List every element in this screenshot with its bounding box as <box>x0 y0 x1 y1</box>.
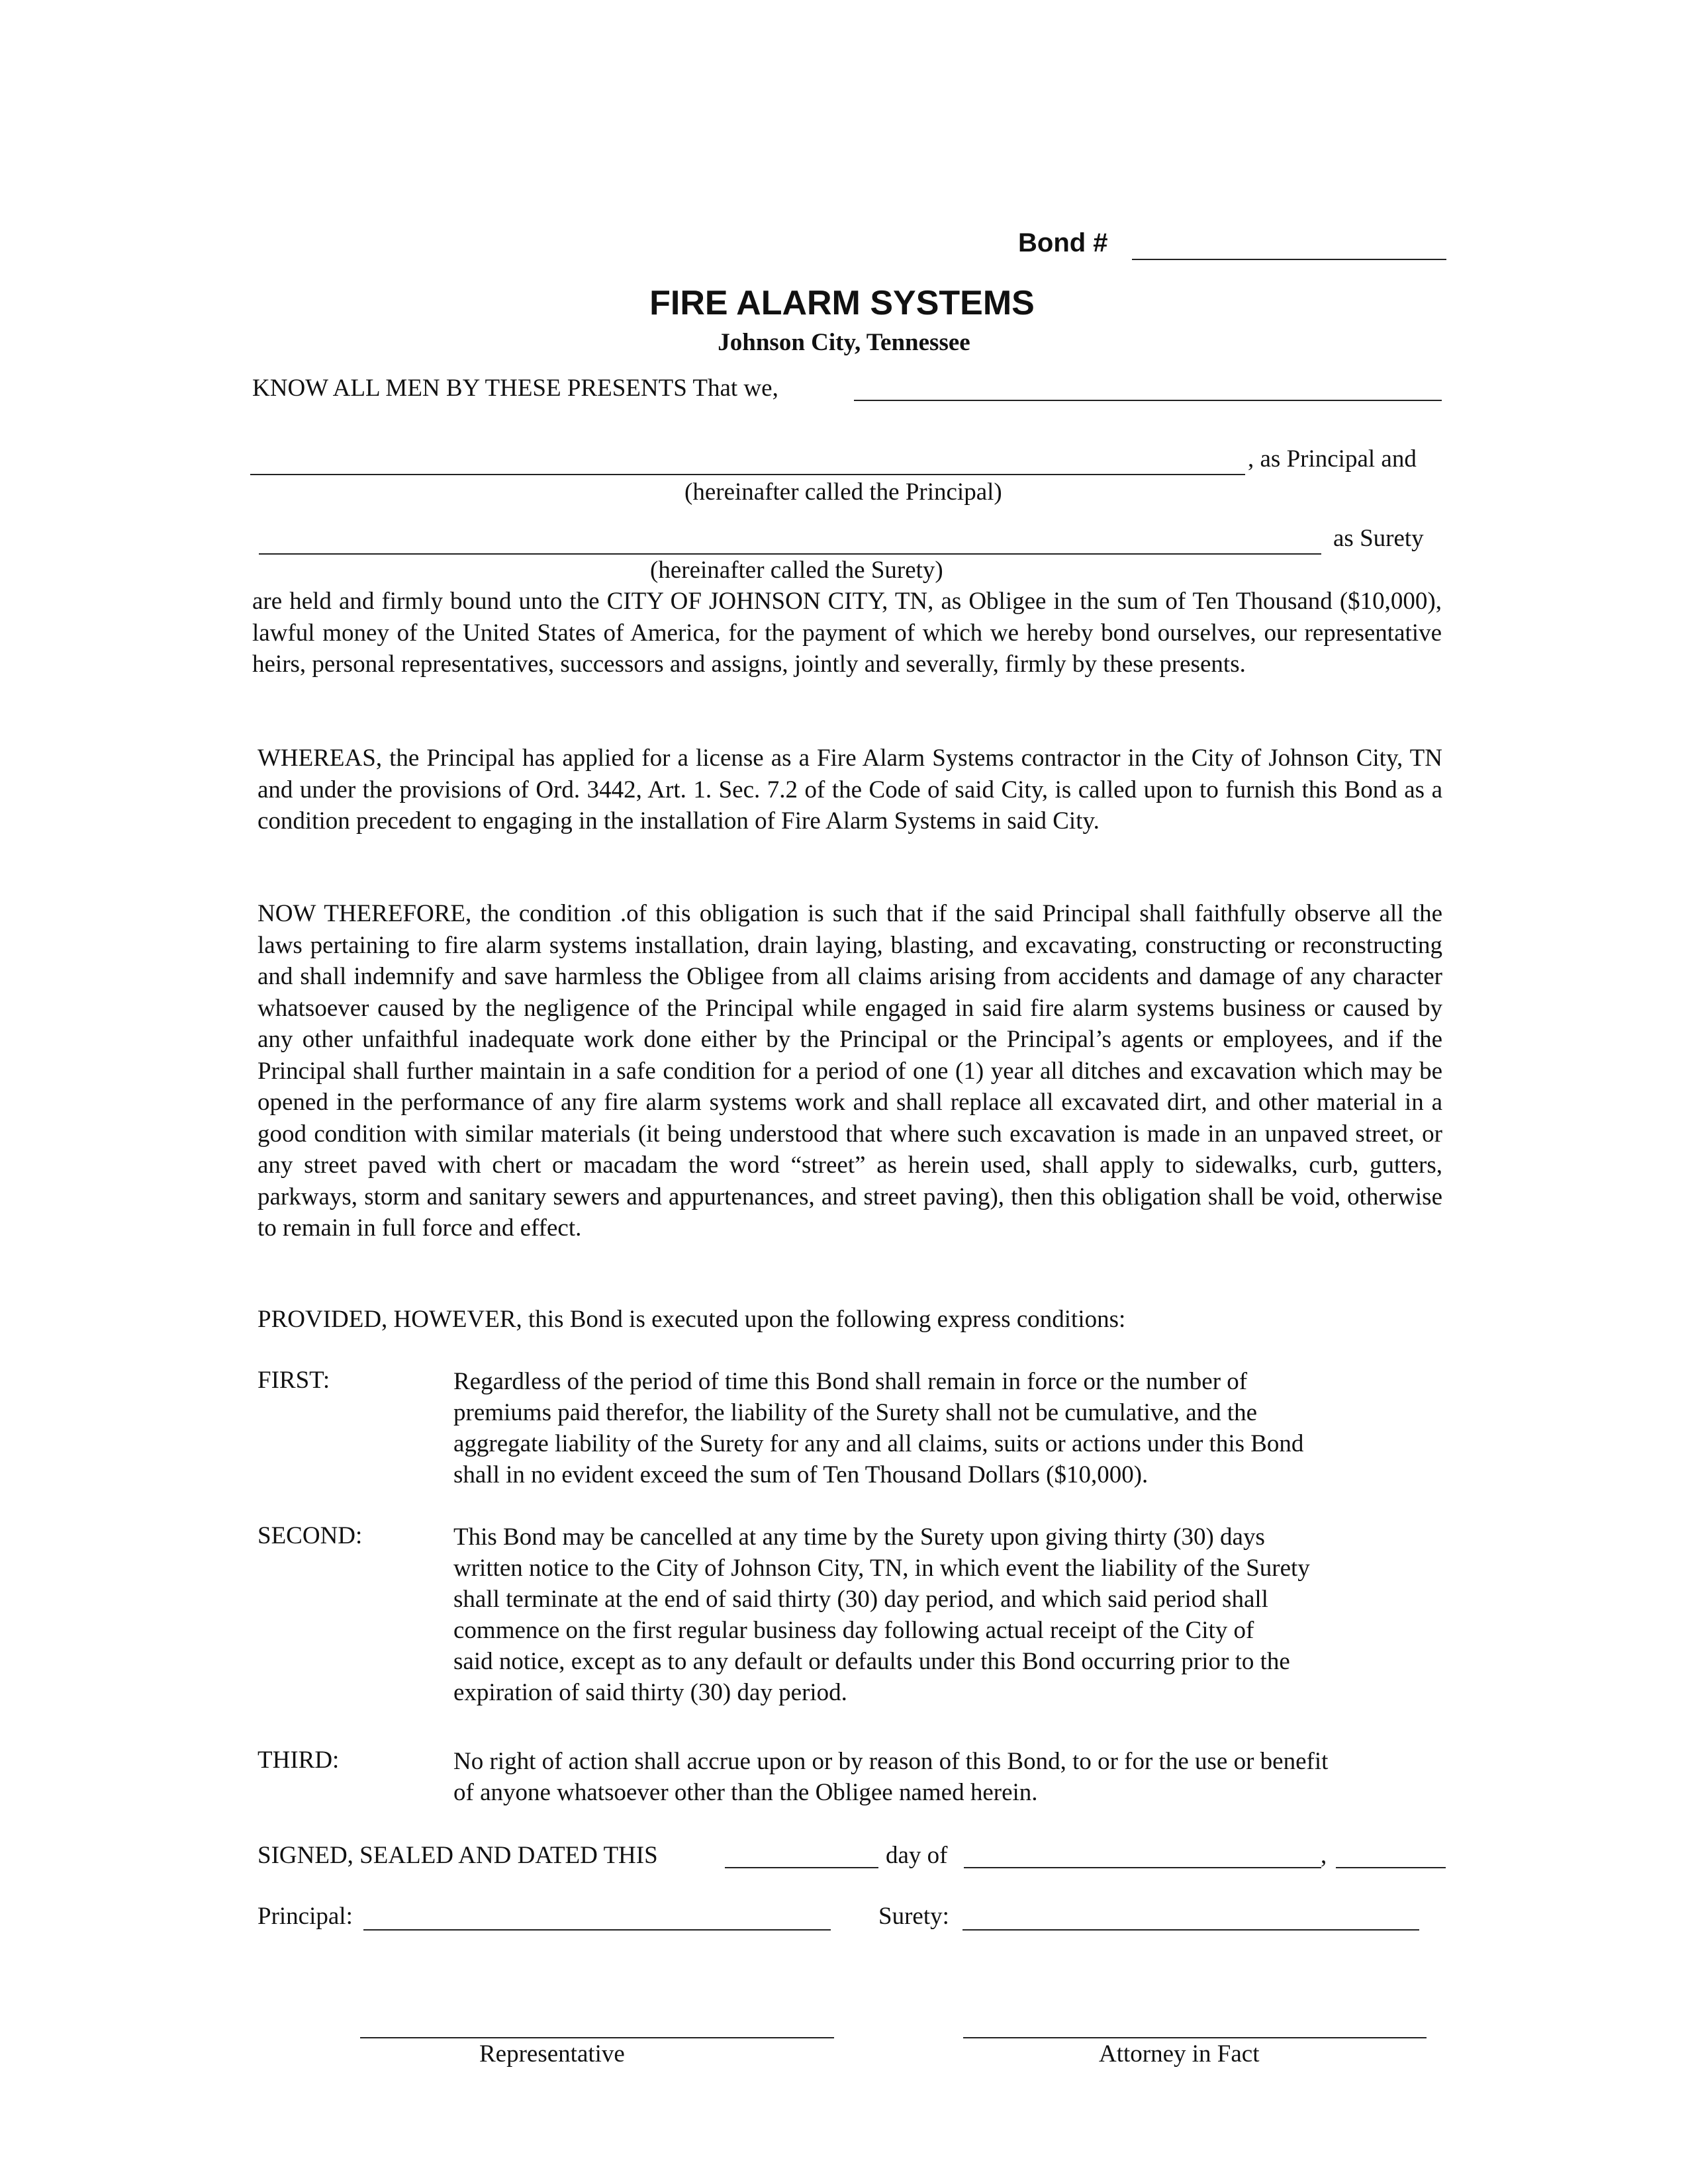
condition-line: expiration of said thirty (30) day period. <box>453 1679 847 1706</box>
principal-signature-label: Principal: <box>258 1903 353 1930</box>
signed-year-field[interactable] <box>1336 1867 1446 1868</box>
condition-text-first <box>453 1366 1446 1490</box>
bond-number-field[interactable] <box>1132 259 1446 260</box>
condition-text-second <box>453 1522 1446 1708</box>
condition-label-first: FIRST: <box>258 1367 330 1394</box>
condition-line: commence on the first regular business day following actual receipt of the City of <box>453 1617 1254 1644</box>
condition-line: aggregate liability of the Surety for any and all claims, suits or actions under this Bond <box>453 1430 1304 1457</box>
surety-suffix: as Surety <box>1333 525 1424 552</box>
surety-caption: (hereinafter called the Surety) <box>650 557 943 584</box>
obligation-paragraph: are held and firmly bound unto the CITY OF JOHNSON CITY, TN, as Obligee in the sum of Ten Thousand ($10,000), lawful money of the United States of America, for the payment of which we hereby bond ourselves, our representative heirs, personal representatives, successors and assigns, jointly and severally, firmly by these presents. <box>252 588 1442 678</box>
condition-line: shall terminate at the end of said thirty (30) day period, and which said period shall <box>453 1586 1268 1613</box>
condition-line: No right of action shall accrue upon or by reason of this Bond, to or for the use or benefit <box>453 1748 1329 1775</box>
know-all-text: KNOW ALL MEN BY THESE PRESENTS That we, <box>252 375 778 402</box>
condition-line: written notice to the City of Johnson City, TN, in which event the liability of the Surety <box>453 1555 1310 1582</box>
principal-caption: (hereinafter called the Principal) <box>684 478 1002 506</box>
date-comma: , <box>1321 1842 1327 1869</box>
attorney-caption: Attorney in Fact <box>1099 2040 1260 2068</box>
condition-line: shall in no evident exceed the sum of Ten Thousand Dollars ($10,000). <box>453 1461 1149 1488</box>
condition-line: This Bond may be cancelled at any time by the Surety upon giving thirty (30) days <box>453 1524 1265 1551</box>
document-title: FIRE ALARM SYSTEMS <box>649 284 1035 322</box>
signed-month-field[interactable] <box>964 1867 1321 1868</box>
condition-line: of anyone whatsoever other than the Obligee named herein. <box>453 1779 1038 1806</box>
representative-caption: Representative <box>479 2040 625 2068</box>
condition-line: premiums paid therefor, the liability of the Surety shall not be cumulative, and the <box>453 1399 1258 1426</box>
condition-label-third: THIRD: <box>258 1747 340 1774</box>
signed-sealed-text: SIGNED, SEALED AND DATED THIS <box>258 1842 658 1869</box>
now-therefore-paragraph: NOW THEREFORE, the condition .of this obligation is such that if the said Principal shall faithfully observe all the laws pertaining to fire alarm systems installation, drain laying, blasting, and excavating, constructing or reconstructing and shall indemnify and save harmless the Obligee from all claims arising from accidents and damage of any character whatsoever caused by the negligence of the Principal while engaged in said fire alarm systems business or caused by any other unfaithful inadequate work done either by the Principal or the Principal’s agents or employees, and if the Principal shall further maintain in a safe condition for a period of one (1) year all ditches and excavation which may be opened in the performance of any fire alarm systems work and shall replace all excavated dirt, and other material in a good condition with similar materials (it being understood that where such excavation is made in an unpaved street, or any street paved with chert or macadam the word “street” as herein used, shall apply to sidewalks, curb, gutters, parkways, storm and sanitary sewers and appurtenances, and street paving), then this obligation shall be void, otherwise to remain in full force and effect. <box>258 900 1442 1242</box>
bond-number-label: Bond # <box>1018 228 1108 257</box>
condition-line: Regardless of the period of time this Bond shall remain in force or the number of <box>453 1368 1248 1395</box>
condition-line: said notice, except as to any default or defaults under this Bond occurring prior to the <box>453 1648 1290 1675</box>
principal-name-field[interactable] <box>250 474 1245 475</box>
whereas-paragraph: WHEREAS, the Principal has applied for a license as a Fire Alarm Systems contractor in the City of Johnson City, TN and under the provisions of Ord. 3442, Art. 1. Sec. 7.2 of the Code of said City, is called upon to furnish this Bond as a condition precedent to engaging in the installation of Fire Alarm Systems in said City. <box>258 745 1442 835</box>
provided-paragraph: PROVIDED, HOWEVER, this Bond is executed upon the following express conditions: <box>258 1306 1126 1333</box>
condition-label-second: SECOND: <box>258 1522 363 1549</box>
surety-signature-label: Surety: <box>878 1903 949 1930</box>
surety-signature-field[interactable] <box>962 1929 1419 1931</box>
condition-text-third <box>453 1746 1446 1808</box>
document-subtitle: Johnson City, Tennessee <box>718 329 970 356</box>
party-name-field[interactable] <box>854 400 1442 401</box>
principal-suffix: , as Principal and <box>1248 445 1417 473</box>
signed-day-field[interactable] <box>725 1867 878 1868</box>
day-of-text: day of <box>886 1842 948 1869</box>
principal-signature-field[interactable] <box>363 1929 831 1931</box>
